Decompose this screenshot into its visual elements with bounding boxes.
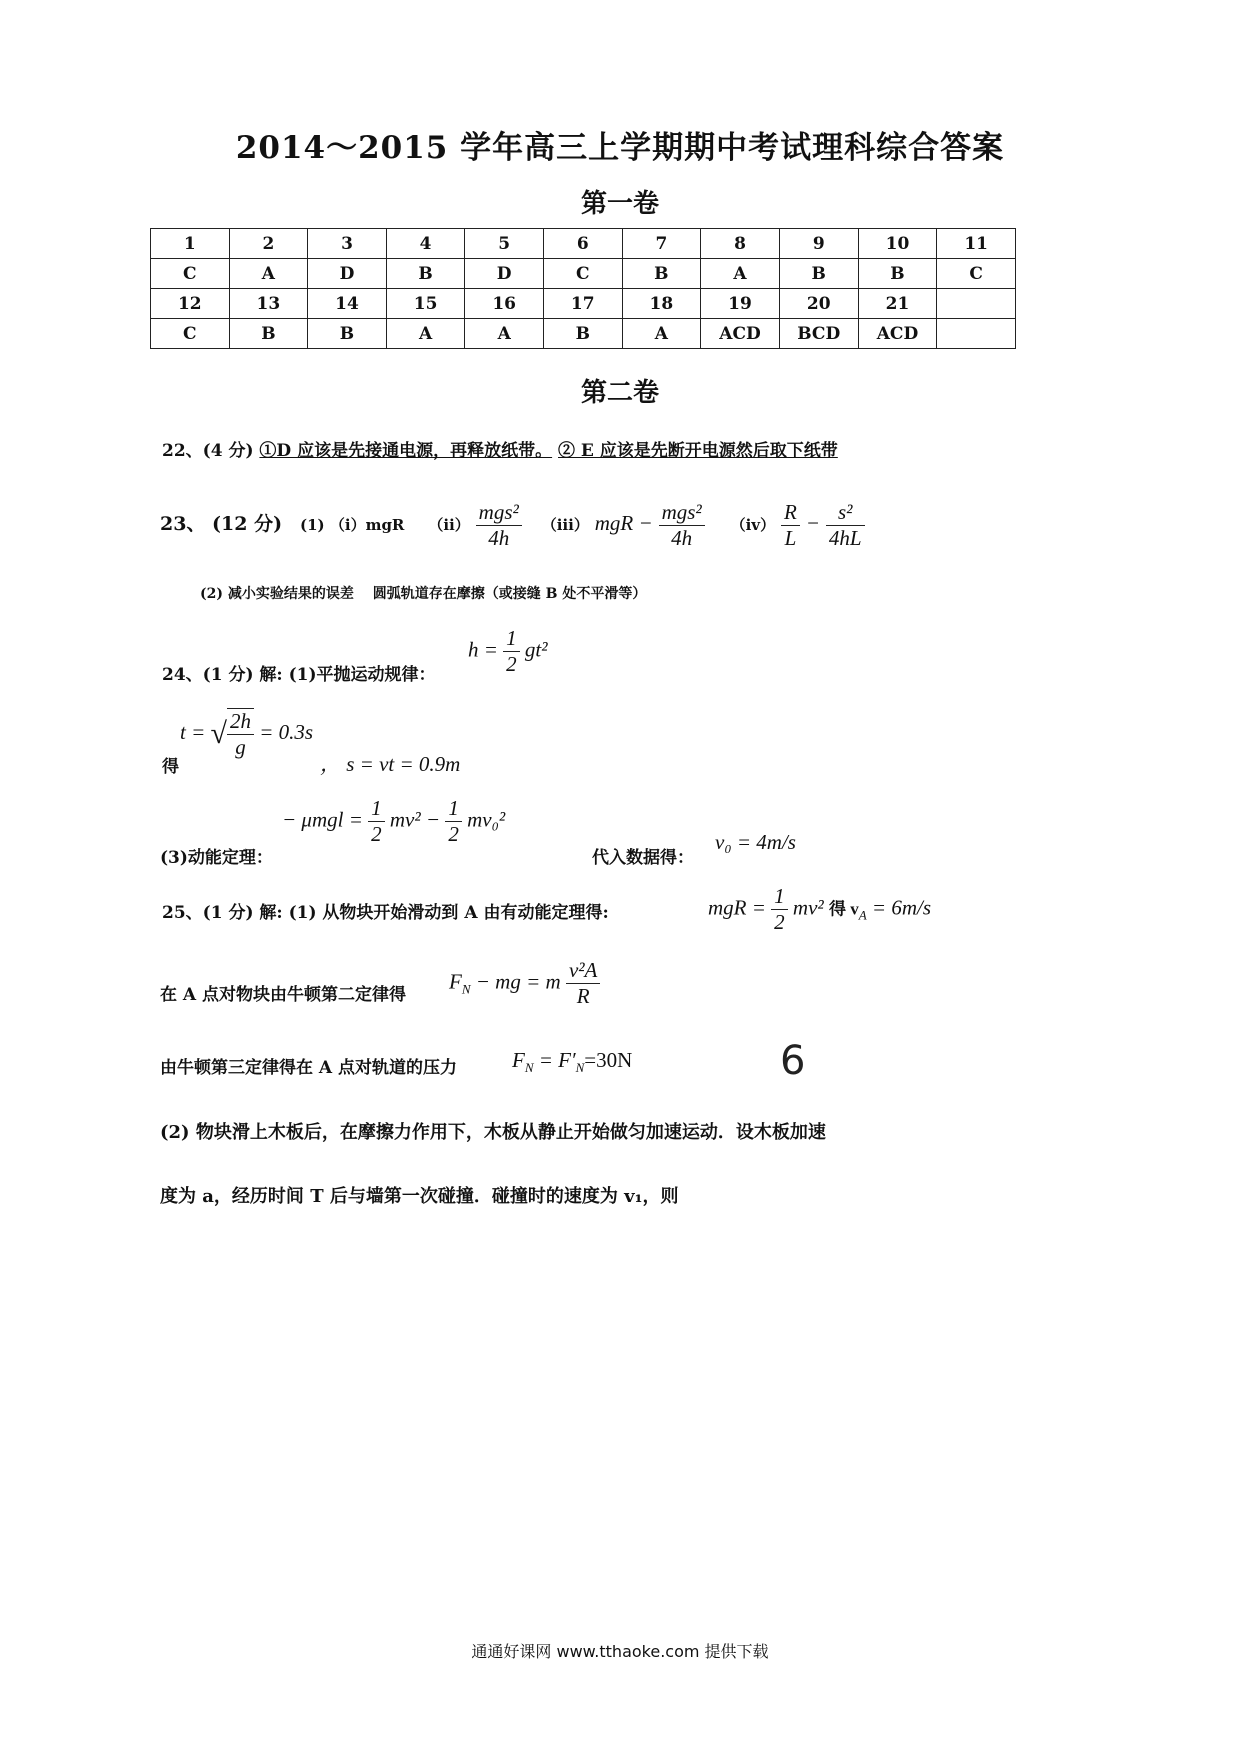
answer-table-cell: 3 [308, 229, 387, 259]
q25-pressure-equation: $F_N = F'_N=30N$ [512, 1048, 633, 1076]
answer-table-cell: 16 [465, 289, 544, 319]
q22 [162, 436, 838, 461]
answer-table-cell: 14 [308, 289, 387, 319]
answer-table-cell: B [622, 259, 701, 289]
q24-h-equation: h = $\frac{1}{2}$ gt² [468, 626, 548, 676]
q23-iii-prefix: mgR − [594, 511, 653, 535]
answer-table-cell: D [465, 259, 544, 289]
q22-label: 22、(4 分) [162, 441, 254, 461]
q24-part3: (3)动能定理： [160, 848, 273, 868]
answer-table-cell: 21 [858, 289, 937, 319]
q25-label: 25、(1 分) 解: (1) 从物块开始滑动到 A 由有动能定理得: [162, 903, 609, 923]
q25-energy-equation: mgR = $\frac{1}{2}$ mv² 得 $v_A = 6m/s$ [708, 884, 932, 934]
answer-table-cell: 2 [229, 229, 308, 259]
q24-s-equation: ， s = vt = 0.9m [320, 752, 461, 776]
answer-table-cell: D [308, 259, 387, 289]
answer-table-cell: 20 [779, 289, 858, 319]
answer-table-cell: 11 [937, 229, 1016, 259]
answer-table-cell: 13 [229, 289, 308, 319]
q23-part2: (2) 减小实验结果的误差 圆弧轨道存在摩擦（或接缝 B 处不平滑等） [200, 586, 647, 602]
answer-table-cell: C [543, 259, 622, 289]
q23-iv-fraction-2: $\frac{\text{s²}}{4hL}$ [826, 500, 865, 551]
answer-table-cell: A [229, 259, 308, 289]
q24-de: 得 [162, 757, 179, 777]
answer-table-cell: 8 [701, 229, 780, 259]
answer-table-cell [937, 289, 1016, 319]
answer-table-cell: A [701, 259, 780, 289]
answer-table-cell: B [386, 259, 465, 289]
q25-line4: (2) 物块滑上木板后，在摩擦力作用下，木板从静止开始做匀加速运动．设木板加速 [160, 1122, 826, 1143]
answer-table-cell: 4 [386, 229, 465, 259]
answer-table-cell: 6 [543, 229, 622, 259]
answer-table-cell: 10 [858, 229, 937, 259]
answer-table-cell: B [543, 319, 622, 349]
answer-table-cell: 12 [151, 289, 230, 319]
answer-table-cell: BCD [779, 319, 858, 349]
page-title: 2014～2015 学年高三上学期期中考试理科综合答案 [235, 130, 1005, 166]
answer-table-cell: C [937, 259, 1016, 289]
q25-newton-equation: $F_N$ − mg = m $\frac{\text{v²A}}{R}$ [449, 958, 600, 1009]
q24-v0: v₀ = 4m/s [715, 830, 796, 854]
q25-line5: 度为 a，经历时间 T 后与墙第一次碰撞．碰撞时的速度为 v₁，则 [160, 1186, 679, 1207]
q23-iii-label: （ⅲ） [541, 516, 589, 534]
answer-table [150, 228, 1016, 349]
q23-label: 23、 (12 分) [160, 513, 283, 535]
answer-table-cell: 18 [622, 289, 701, 319]
answer-table-cell: A [622, 319, 701, 349]
answer-table-cell: 19 [701, 289, 780, 319]
answer-table-cell: 15 [386, 289, 465, 319]
answer-table-cell: 7 [622, 229, 701, 259]
q23-iv-label: （ⅳ） [730, 516, 776, 534]
answer-table-cell: 9 [779, 229, 858, 259]
answer-table-cell: ACD [701, 319, 780, 349]
answer-table-cell: A [465, 319, 544, 349]
q22-answer-1: ①D 应该是先接通电源，再释放纸带。 [259, 441, 553, 461]
answer-table-cell: 17 [543, 289, 622, 319]
answer-table-cell: B [779, 259, 858, 289]
q23-ii-label: （ⅱ） [428, 516, 470, 534]
q24-label: 24、(1 分) 解: (1)平抛运动规律： [162, 665, 436, 685]
part1-title: 第一卷 [580, 189, 659, 219]
answer-table-row [151, 259, 1016, 289]
q25-line3: 由牛顿第三定律得在 A 点对轨道的压力 [160, 1058, 458, 1078]
answer-table-cell: ACD [858, 319, 937, 349]
q23-iv-minus: − [805, 511, 820, 535]
answer-table-cell: C [151, 319, 230, 349]
q23-ii-fraction: $\frac{\text{mgs²}}{4h}$ [476, 500, 522, 551]
answer-table-row [151, 229, 1016, 259]
q23-iii-fraction: $\frac{\text{mgs²}}{4h}$ [659, 500, 705, 551]
answer-table-cell: 1 [151, 229, 230, 259]
answer-table-cell: 5 [465, 229, 544, 259]
q25-line2: 在 A 点对物块由牛顿第二定律得 [160, 985, 407, 1005]
q24-t-equation: t = √ $\frac{2h}{g}$ = 0.3s [180, 709, 314, 759]
answer-table-cell: C [151, 259, 230, 289]
q24-substitute: 代入数据得： [592, 848, 694, 868]
part2-title: 第二卷 [580, 378, 659, 408]
answer-table-row [151, 289, 1016, 319]
q23-iv-fraction-1: $\frac{R}{L}$ [781, 500, 800, 551]
handwritten-score-mark: 6 [780, 1038, 806, 1084]
footer-credit: 通通好课网 www.tthaoke.com 提供下载 [471, 1642, 769, 1661]
answer-table-cell: B [858, 259, 937, 289]
q23-part1: (1) （ⅰ）mgR [300, 516, 405, 534]
q23 [160, 500, 865, 551]
answer-table-cell: B [308, 319, 387, 349]
q24-energy-equation: − μmgl = $\frac{1}{2}$ mv² − $\frac{1}{2}$ mv₀² [282, 796, 506, 846]
answer-table-cell: A [386, 319, 465, 349]
q22-answer-2: ② E 应该是先断开电源然后取下纸带 [558, 441, 838, 461]
answer-table-row [151, 319, 1016, 349]
answer-table-cell [937, 319, 1016, 349]
answer-table-cell: B [229, 319, 308, 349]
